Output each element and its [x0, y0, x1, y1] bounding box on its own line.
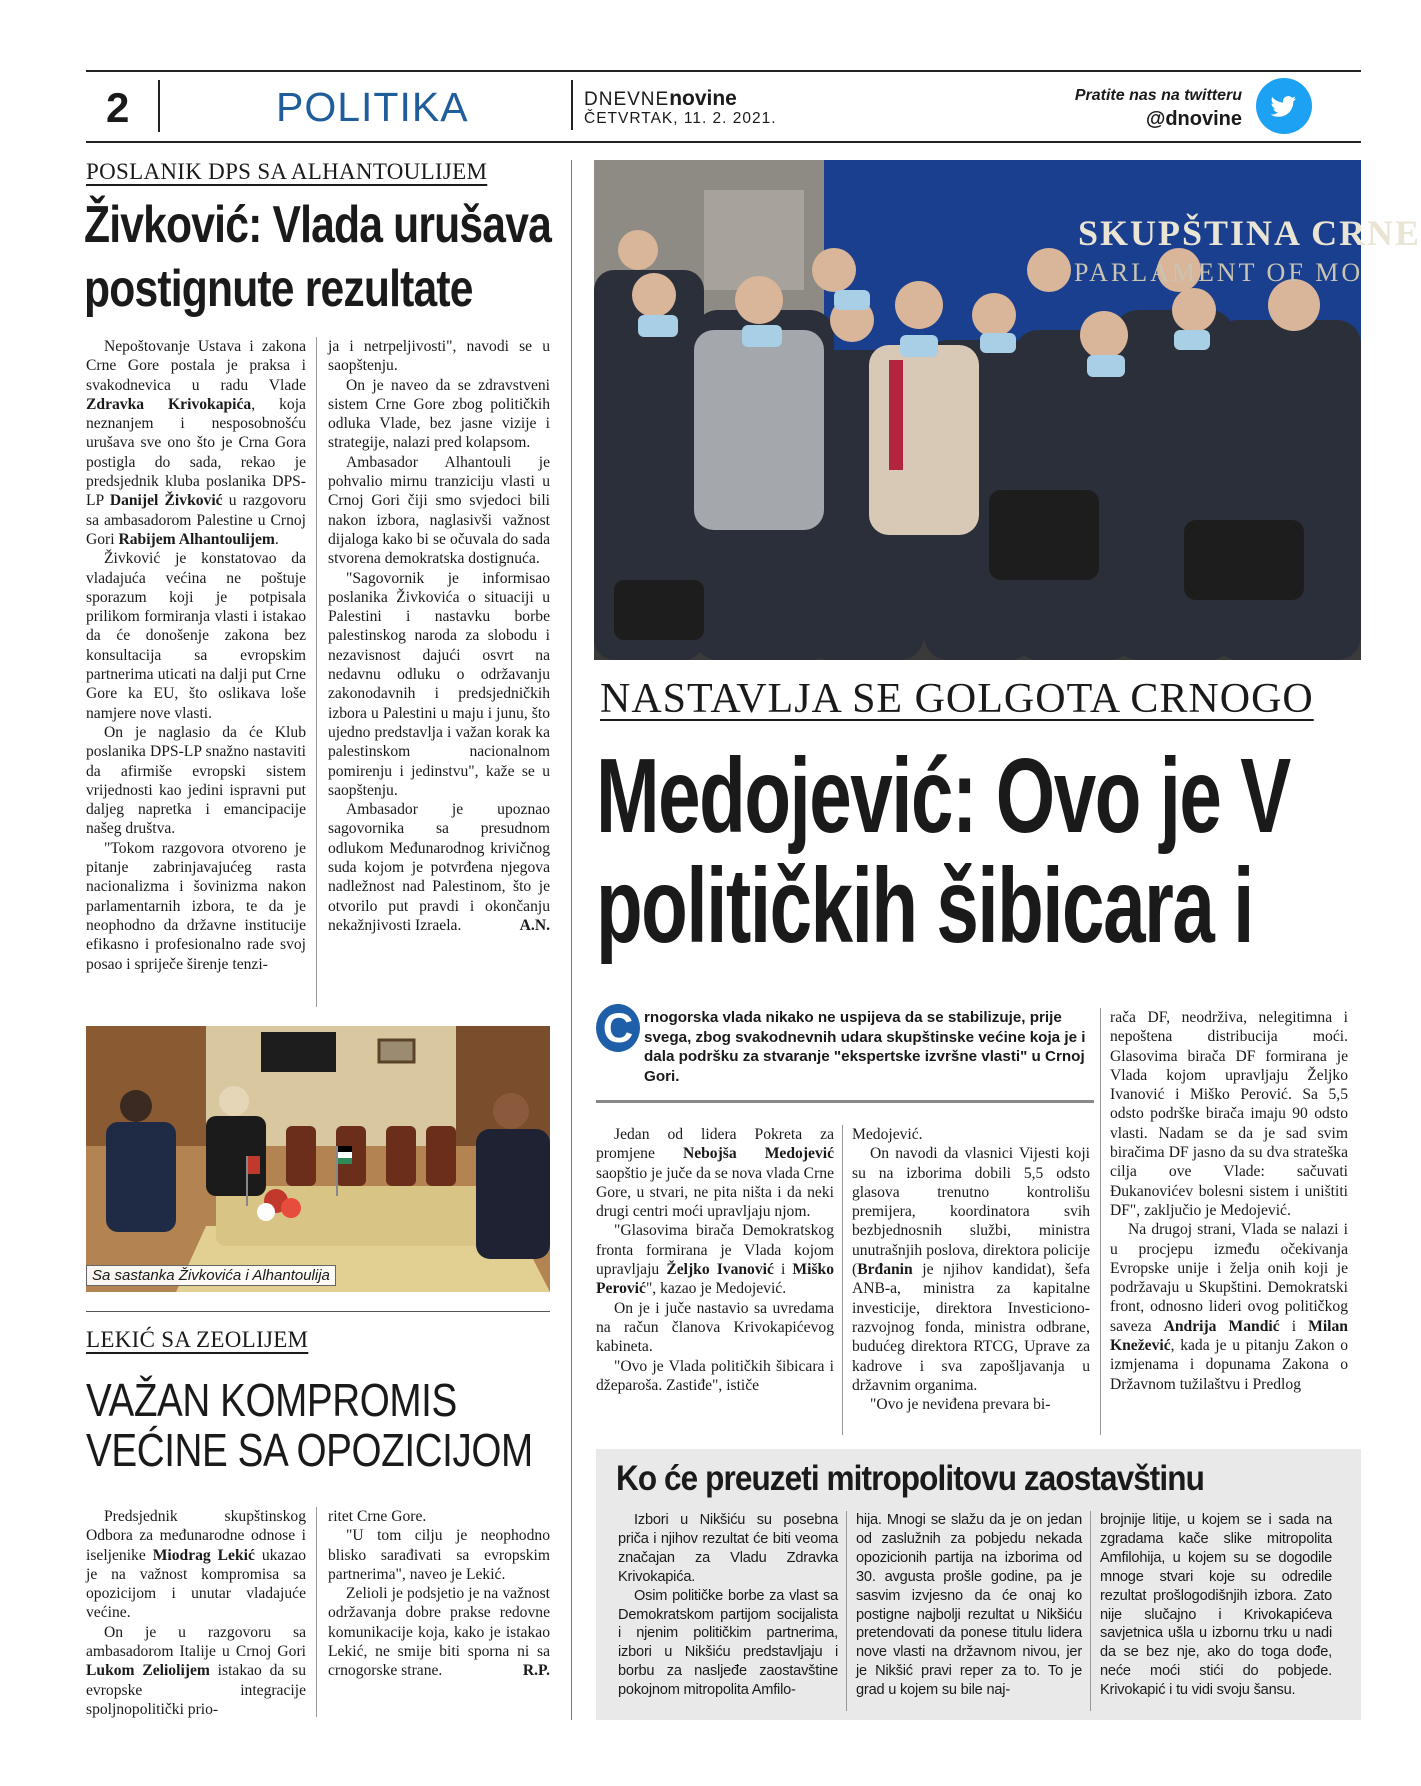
page-number-divider [158, 80, 160, 132]
article2-kicker: LEKIĆ SA ZEOLIJEM [86, 1327, 309, 1352]
box-paragraph: brojnije litije, u kojem se i sada na zgradama kače slike mitropolita Amfilohija, u kojem su se dogodile mnoge stvari koje su odredile rezultat prošlogodišnjih izbora. Zato nije slučajno i Krivokapićeva savjetnica ušla u izbornu trku u nadi da se bez nje, ako do toga dođe, neće moći stići do pobjede. Krivokapić i tu vidi svoju šansu. [1100, 1512, 1332, 1699]
article2-paragraph: Predsjednik skupštinskog Odbora za međunarodne odnose i iseljenike Miodrag Lekić ukazao je na važnost kompromisa sa opozicijom i unutar vladajuće većine. [86, 1508, 306, 1622]
box-column-1 [618, 1511, 838, 1711]
box-paragraph: Izbori u Nikšiću su posebna priča i njihov rezultat će biti veoma značajan za Vladu Zdravka Krivokapića. [618, 1512, 838, 1585]
meeting-photo-illustration [86, 1026, 550, 1292]
article3-column-divider-1 [842, 1125, 843, 1435]
article2-headline-line2: VEĆINE SA OPOZICIJOM [86, 1424, 533, 1476]
article3-kicker: NASTAVLJA SE GOLGOTA CRNOGO [600, 676, 1314, 722]
article1-headline-line1: Živković: Vlada urušava [84, 196, 551, 254]
twitter-bird-icon[interactable] [1256, 78, 1312, 134]
article2-signature: R.P. [522, 1662, 550, 1680]
article1-kicker: POSLANIK DPS SA ALHANTOULIJEM [86, 159, 488, 184]
parliament-banner-text: SKUPŠTINA CRNE [1078, 213, 1421, 253]
box-column-divider-1 [846, 1511, 847, 1711]
article1-paragraph: "Sagovornik je informisao poslanika Živkovića o situaciji u Palestini i nastavku borbe palestinskog naroda za slobodu i nezavisnost dajući osvrt na nedavnu odluku o održavanju zakonodavnih i predsjedničkih izbora u Palestini u maju i junu, što ujedno predstavlja i važan korak ka palestinskom nacionalnom pomirenju i jedinstvu", kaže se u saopštenju. [328, 569, 550, 799]
article1-column-1 [86, 337, 306, 1007]
article1-paragraph: Ambasador Alhantouli je pohvalio mirnu tranziciju vlasti u Crnoj Gori čiji smo svjedoci bili nakon izbora, naglasivši važnost dijaloga kako bi se očuvala do sada stvorena demokratska dostignuća. [328, 453, 550, 568]
article2-paragraph: Zelioli je podsjetio je na važnost održavanja dobre prakse redovne komunikacije koja, kako je istakao Lekić, ne smije biti sporna ni sa crnogorske strane. R.P. [328, 1585, 550, 1680]
article2-headline-line1: VAŽAN KOMPROMIS [86, 1374, 457, 1426]
article3-lead: rnogorska vlada nikako ne uspijeva da se stabilizuje, prije svega, zbog svakodnevnih udara skupštinske većine koja je i dala podršku za stvaranje "ekspertske izvršne vlasti" u Crnoj Gori. [644, 1009, 1086, 1085]
article3-headline-clip [596, 737, 1361, 970]
twitter-handle[interactable]: @dnovine [1145, 108, 1242, 130]
article3-parliament-photo [594, 160, 1421, 660]
article3-paragraph: On je i juče nastavio sa uvredama na račun članova Krivokapićevog kabineta. [596, 1299, 834, 1356]
article3-paragraph: "Ovo je Vlada političkih šibicara i džeparoša. Zastiđe", ističe [596, 1357, 834, 1394]
article3-column-divider-2 [1100, 1008, 1101, 1435]
box-title: Ko će preuzeti mitropolitovu zaostavštinu [616, 1459, 1204, 1498]
article1-paragraph: On je naglasio da će Klub poslanika DPS-LP snažno nastaviti da afirmiše evropski sistem vrijednosti kao jedini ispravni put daljeg napretka i emancipacije našeg društva. [86, 723, 306, 838]
article2-column-1 [86, 1507, 306, 1717]
article3-dropcap: C [596, 1004, 640, 1052]
article1-paragraph: On je naveo da se zdravstveni sistem Crne Gore zbog političkih odluka Vlade, bez jasne vizije i strategije, nalazi pred kolapsom. [328, 376, 550, 452]
article1-signature: A.N. [519, 916, 550, 934]
article3-paragraph: Medojević. [852, 1126, 923, 1143]
article3-column-2 [852, 1125, 1090, 1435]
box-column-divider-2 [1090, 1511, 1091, 1711]
parliament-banner-subtext: PARLAMENT OF MO [1074, 258, 1364, 287]
article2-column-divider [316, 1507, 317, 1717]
article2-paragraph: On je u razgovoru sa ambasadorom Italije u Crnoj Gori Lukom Zeliolijem istakao da su evropske integracije spoljnopolitički prio- [86, 1623, 306, 1718]
article2-top-rule [86, 1311, 550, 1312]
article3-headline-line2: političkih šibicara i [596, 847, 1253, 965]
page-column-divider [571, 160, 572, 1720]
article1-column-2 [328, 337, 550, 1007]
article2-paragraph: ritet Crne Gore. [328, 1508, 427, 1525]
article3-paragraph: rača DF, neodrživa, nelegitimna i nepoštena distribucija moći. Glasovima birača DF formirana je Vlada kojom upravljaju Željko Ivanović i Miško Perović. Sa 5,5 odsto podrške birača imaju 90 odsto vlasti. Nadam se da je sad svim biračima DF jasno da su dva strateška cilja ove Vlade: sačuvati Đukanovićev bolesni sistem i uništiti DF", zaključio je Medojević. [1110, 1009, 1348, 1219]
box-column-2 [856, 1511, 1082, 1711]
article3-paragraph: Jedan od lidera Pokreta za promjene Nebojša Medojević saopštio je juče da se nova vlada Crne Gore, u stvari, ne pita ništa i da neki drugi centri moći upravljaju njom. [596, 1126, 834, 1221]
box-paragraph: Osim političke borbe za vlast sa Demokratskom partijom socijalista i njenim političkim partnerima, izbori u Nikšiću predstavljaju i borbu za nasljeđe zaostavštine pokojnom mitropolita Amfilo- [618, 1587, 838, 1699]
article1-paragraph: Nepoštovanje Ustava i zakona Crne Gore postala je praksa i svakodnevica u radu Vlade Zdravka Krivokapića, koja neznanjem i nesposobnošću urušava sve ono što je Crna Gora postigla do sada, rekao je predsjednik kluba poslanika DPS-LP Danijel Živković u razgovoru sa ambasadorom Palestine u Crnoj Gori Rabijem Alhantoulijem. [86, 338, 306, 548]
issue-date: ČETVRTAK, 11. 2. 2021. [584, 110, 777, 127]
article3-lead-block [596, 1004, 1094, 1103]
article1-paragraph: ja i netrpeljivosti", navodi se u saopštenju. [328, 338, 550, 375]
article3-paragraph: Na drugoj strani, Vlada se nalazi i u procjepu između očekivanja Evropske unije i želja onih koji je podržavaju u Skupštini. Demokratski front, odnosno lideri ovog političkog saveza Andrija Mandić i Milan Knežević, kada je u pitanju Zakon o izmjenama i dopunama Zakona o Državnom tužilaštvu i Predlog [1110, 1221, 1348, 1393]
sidebar-box [596, 1449, 1361, 1720]
masthead [584, 87, 737, 111]
article3-column-3 [1110, 1008, 1348, 1435]
article1-meeting-photo [86, 1026, 550, 1292]
article3-paragraph: "Glasovima birača Demokratskog fronta formirana je Vlada kojom upravljaju Željko Ivanović i Miško Perović", kazao je Medojević. [596, 1222, 834, 1298]
top-rule [86, 70, 1361, 72]
article1-paragraph: Živković je konstatovao da vladajuća većina ne poštuje sporazum koji je potpisala prilikom formiranja vlasti i istakao da će donošenje zakona bez konsultacija sa evropskim partnerima uticati na dalji put Crne Gore ka EU, što oslikava loše namjere nove vlasti. [86, 550, 306, 722]
box-paragraph: hija. Mnogi se slažu da je on jedan od zaslužnih za pobjedu nekada opozicionih partija na izborima od 30. avgusta prošle godine, pa je sasvim izvjesno da će onaj ko postigne najbolji rezultat u Nikšiću pretendovati da ponese titulu lidera nove vlasti na državnom nivou, jer je Nikšić pravi reper za to. To je grad u kojem su bile naj- [856, 1512, 1082, 1699]
article3-headline-line1: Medojević: Ovo je V [596, 737, 1290, 855]
article2-paragraph: "U tom cilju je neophodno blisko sarađivati sa evropskim partnerima", naveo je Lekić. [328, 1527, 550, 1583]
masthead-bold: novine [669, 87, 737, 110]
masthead-divider [571, 80, 573, 130]
page-number: 2 [106, 84, 130, 131]
section-title: POLITIKA [276, 84, 469, 130]
article1-headline-line2: postignute rezultate [84, 260, 473, 318]
article2-column-2 [328, 1507, 550, 1717]
box-column-3 [1100, 1511, 1332, 1711]
article1-photo-caption: Sa sastanka Živkovića i Alhantoulija [86, 1265, 336, 1286]
twitter-prompt: Pratite nas na twitteru [1074, 87, 1242, 104]
twitter-bird-glyph [1256, 78, 1312, 134]
article1-paragraph: "Tokom razgovora otvoreno je pitanje zabrinjavajućeg rasta nacionalizma i šovinizma nakon parlamentarnih izbora, te da je neophodno da državne institucije efikasno i profesionalno rade svoj posao i spriječe širenje tenzi- [86, 839, 306, 973]
article3-paragraph: On navodi da vlasnici Vijesti koji su na izborima dobili 5,5 odsto glasova trenutno kontrolišu premijera, koordinatora svih bezbjednosnih službi, ministra unutrašnjih poslova, direktora policije (Brđanin je njihov kandidat), šefa ANB-a, ministra za kapitalne investicije, direktora Investiciono-razvojnog fonda, ministra odbrane, budućeg direktora RTCG, Uprave za kadrove i sva zapošljavanja u državnim organima. [852, 1145, 1090, 1394]
masthead-prefix: DNEVNE [584, 89, 670, 110]
article3-column-1 [596, 1125, 834, 1435]
article1-paragraph: Ambasador je upoznao sagovornika sa presudnom odlukom Međunarodnog krivičnog suda kojom je potvrđena njegova nadležnost nad Palestinom, što je otvorilo put pravdi i okončanju nekažnjivosti Izraela. A.N. [328, 801, 550, 934]
article1-column-divider [316, 337, 317, 1007]
article3-paragraph: "Ovo je neviđena prevara bi- [870, 1396, 1051, 1414]
header-bottom-rule [86, 141, 1361, 143]
